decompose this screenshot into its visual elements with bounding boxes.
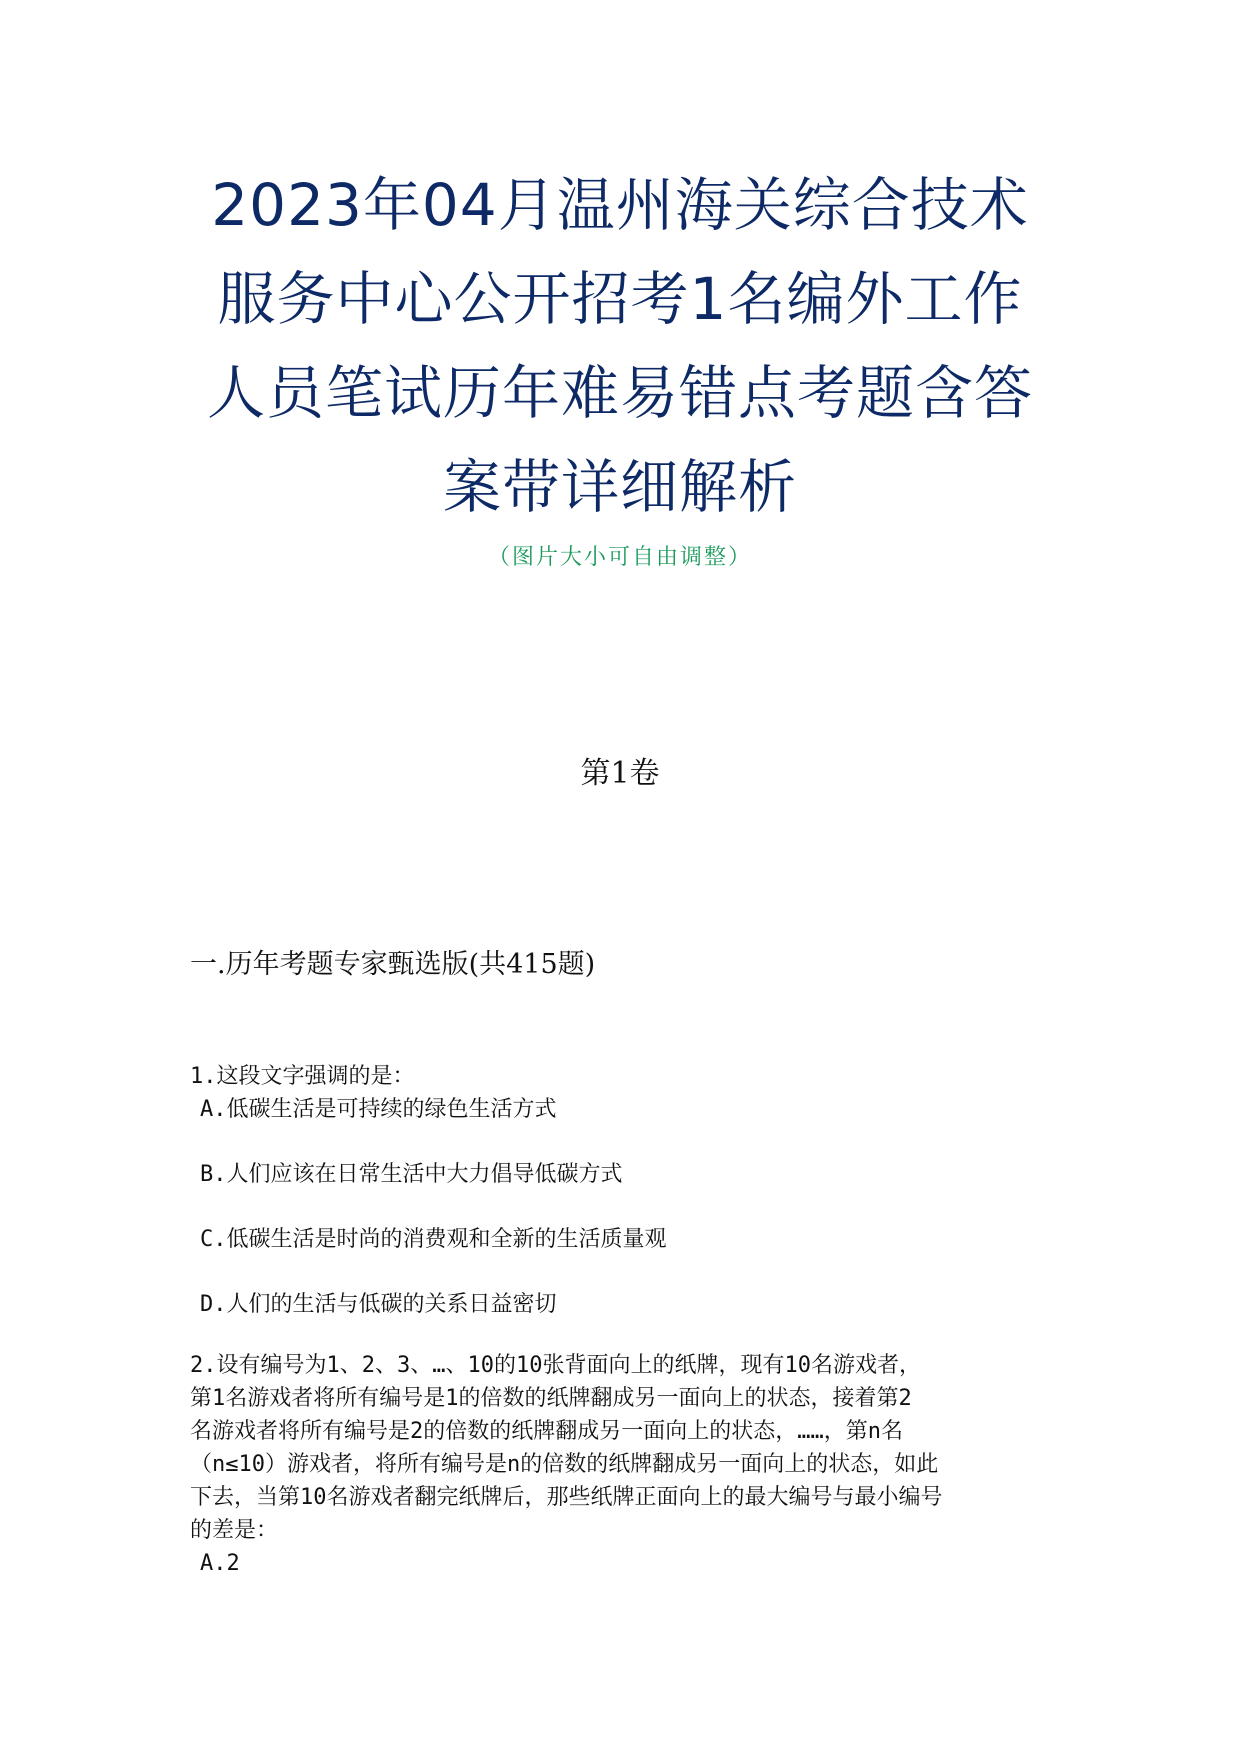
answer-option-a: A.2 <box>200 1551 240 1576</box>
title-line: 2023年04月温州海关综合技术 <box>211 171 1029 239</box>
answer-option-c: C.低碳生活是时尚的消费观和全新的生活质量观 <box>200 1227 667 1252</box>
answer-option-b: B.人们应该在日常生活中大力倡导低碳方式 <box>200 1162 623 1187</box>
title-line: 人员笔试历年难易错点考题含答 <box>206 359 1033 427</box>
image-size-note: （图片大小可自由调整） <box>487 545 752 570</box>
document-title <box>190 158 1050 534</box>
answer-option-d: D.人们的生活与低碳的关系日益密切 <box>200 1292 557 1317</box>
question-item <box>190 1349 1060 1580</box>
question-list <box>190 1060 1060 1580</box>
question-stem-line: （n≤10）游戏者，将所有编号是n的倍数的纸牌翻成另一面向上的状态，如此 <box>190 1452 939 1477</box>
question-stem-line: 的差是： <box>190 1518 279 1543</box>
question-stem: 1.这段文字强调的是： <box>190 1064 415 1089</box>
title-line: 服务中心公开招考1名编外工作 <box>217 265 1023 333</box>
title-line: 案带详细解析 <box>442 453 797 521</box>
question-stem-line: 第1名游戏者将所有编号是1的倍数的纸牌翻成另一面向上的状态，接着第2 <box>190 1386 912 1411</box>
question-stem-line: 2.设有编号为1、2、3、…、10的10张背面向上的纸牌，现有10名游戏者， <box>190 1353 921 1378</box>
question-item <box>190 1060 1060 1321</box>
question-stem-line: 名游戏者将所有编号是2的倍数的纸牌翻成另一面向上的状态，……，第n名 <box>190 1419 903 1444</box>
section-heading: 一.历年考题专家甄选版(共415题) <box>190 949 596 980</box>
question-stem-line: 下去，当第10名游戏者翻完纸牌后，那些纸牌正面向上的最大编号与最小编号 <box>190 1485 943 1510</box>
volume-label: 第1卷 <box>580 756 660 791</box>
answer-option-a: A.低碳生活是可持续的绿色生活方式 <box>200 1097 557 1122</box>
